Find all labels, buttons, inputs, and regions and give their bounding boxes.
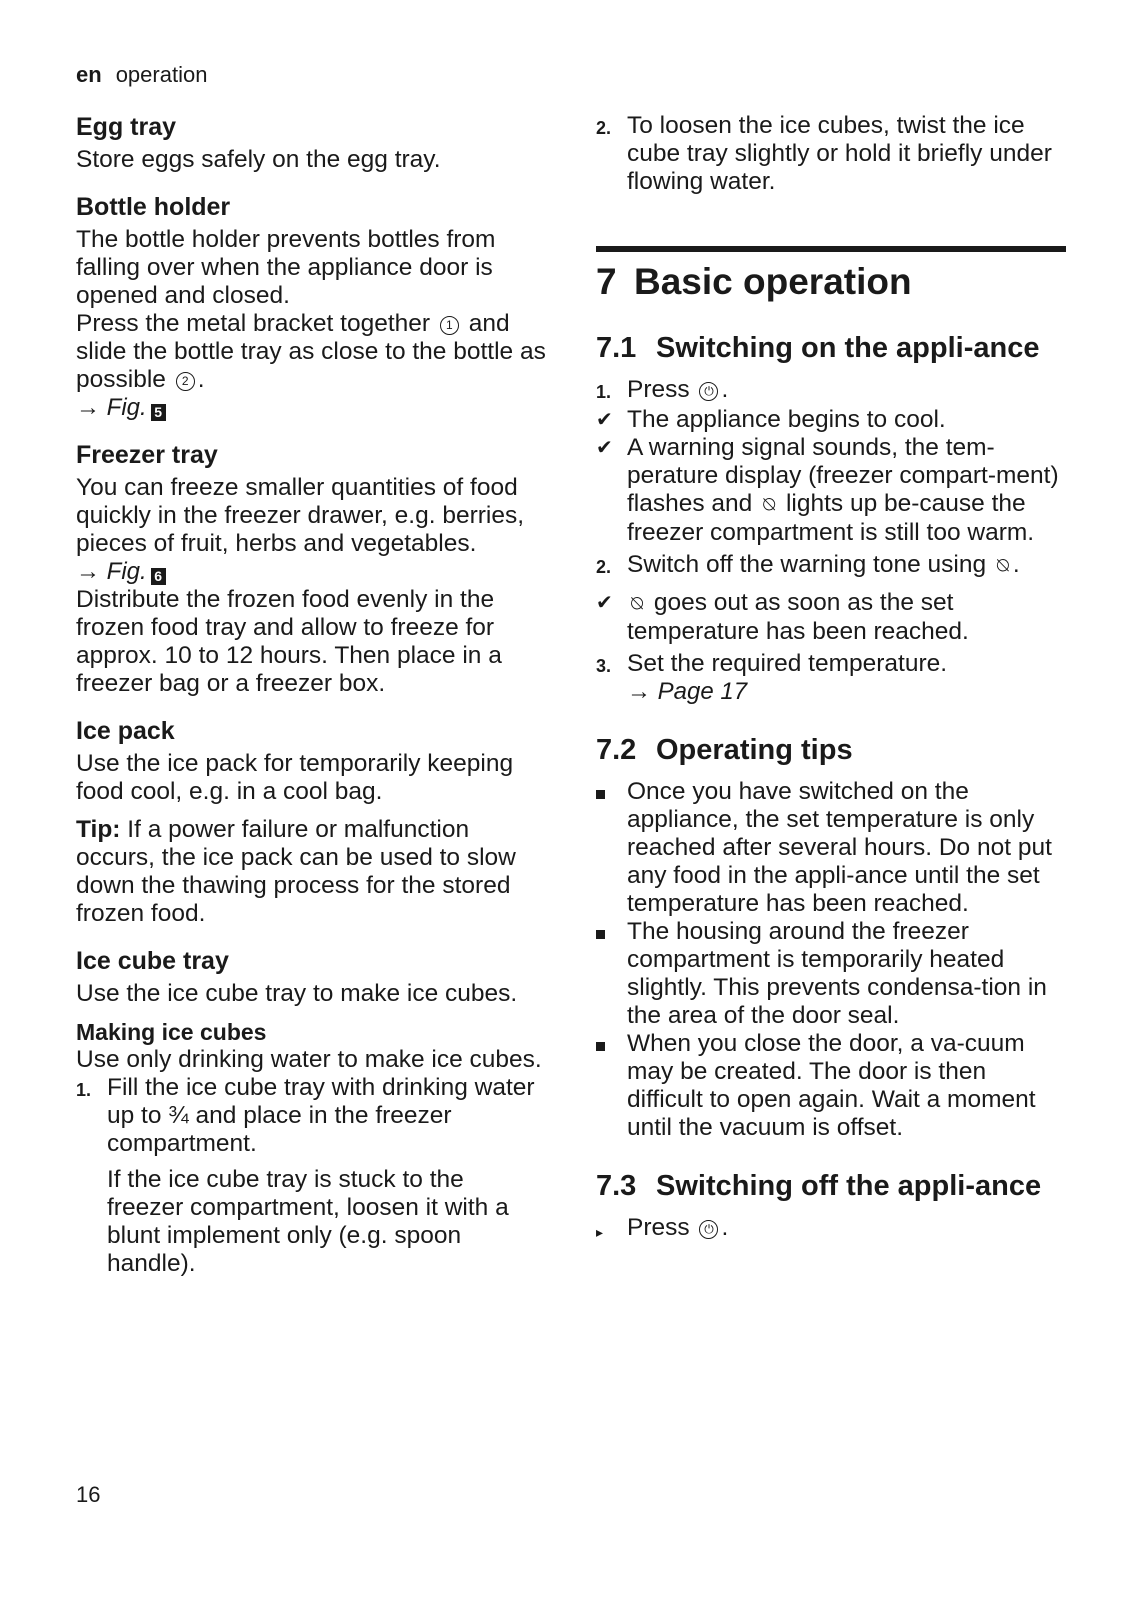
section-number: 7.3 bbox=[596, 1170, 637, 1202]
section-name: operation bbox=[115, 62, 208, 87]
tip-item bbox=[596, 1030, 1066, 1142]
result-text bbox=[627, 589, 1066, 646]
bottle-holder-text: The bottle holder prevents bottles from falling over when the appliance door is opened and closed. bbox=[76, 226, 496, 309]
step-number: 1. bbox=[596, 382, 612, 402]
bottle-holder-instructions bbox=[76, 310, 546, 394]
result-text: The appliance begins to cool. bbox=[627, 406, 946, 433]
figure-number-6: 6 bbox=[151, 568, 166, 585]
step-text: Fill the ice cube tray with drinking water up to ¾ and place in the freezer compartment. bbox=[107, 1074, 535, 1157]
freezer-tray-heading: Freezer tray bbox=[76, 441, 218, 469]
result-text-part: goes out as soon as the set temperature has been reached. bbox=[627, 589, 969, 645]
section-title: Switching off the appli-ance bbox=[656, 1170, 1042, 1202]
tip-paragraph bbox=[76, 816, 546, 928]
step-text-end: . bbox=[1012, 551, 1020, 578]
fig-label: Fig. bbox=[106, 394, 147, 421]
result-text-part: A warning signal sounds, the tem-perature display (freezer compart-ment) flashes and bbox=[627, 434, 1059, 517]
ice-cube-tray-text: Use the ice cube tray to make ice cubes. bbox=[76, 980, 518, 1007]
step-text bbox=[627, 650, 1066, 706]
section-number: 7.1 bbox=[596, 332, 637, 364]
arrow-icon: → bbox=[76, 558, 100, 585]
figure-number-5: 5 bbox=[151, 404, 166, 421]
egg-tray-heading: Egg tray bbox=[76, 113, 177, 141]
ice-cube-tray-heading: Ice cube tray bbox=[76, 947, 229, 975]
switch-on-step-1 bbox=[596, 376, 1066, 406]
freezer-tray-text-2: Distribute the frozen food evenly in the frozen food tray and allow to freeze for approx. 10 to 12 hours. Then place in a freezer bag or a freezer box. bbox=[76, 586, 502, 697]
chapter-title: Basic operation bbox=[634, 261, 912, 302]
step-text bbox=[627, 551, 1066, 581]
step-number: 1. bbox=[76, 1080, 92, 1100]
page-ref[interactable] bbox=[627, 678, 747, 705]
right-column bbox=[596, 112, 1066, 1246]
tip-item-text: The housing around the freezer compartment is temporarily heated slightly. This prevents condensa-tion in the area of the door seal. bbox=[627, 918, 1047, 1029]
section-number: 7.2 bbox=[596, 734, 637, 766]
result-2 bbox=[596, 434, 1066, 547]
tip-text: If a power failure or malfunction occurs, the ice pack can be used to slow down the thawing process for the stored frozen food. bbox=[76, 816, 516, 927]
tip-label: Tip: bbox=[76, 816, 121, 843]
result-text bbox=[627, 434, 1066, 547]
section-7-3-heading bbox=[596, 1168, 1066, 1204]
bullet-icon bbox=[596, 1030, 627, 1142]
fig-label: Fig. bbox=[106, 558, 147, 585]
marker-1: 1 bbox=[440, 316, 459, 335]
check-icon: ✔ bbox=[596, 437, 613, 459]
step-text: To loosen the ice cubes, twist the ice cube tray slightly or hold it briefly under flowing water. bbox=[627, 112, 1052, 195]
ice-pack-heading: Ice pack bbox=[76, 717, 175, 745]
freezer-figure-ref[interactable] bbox=[76, 558, 546, 586]
bullet-icon bbox=[596, 778, 627, 918]
alarm-off-icon: ⍉ bbox=[631, 593, 643, 615]
switch-off-instruction bbox=[596, 1214, 1066, 1246]
section-title: Switching on the appli-ance bbox=[656, 332, 1040, 364]
left-column bbox=[76, 112, 546, 1278]
tip-item-text: When you close the door, a va-cuum may be created. The door is then difficult to open again. Wait a moment until the vacuum is offset. bbox=[627, 1030, 1036, 1141]
check-icon: ✔ bbox=[596, 409, 613, 431]
bottle-instr-end: . bbox=[197, 366, 205, 393]
arrow-icon: → bbox=[76, 394, 100, 421]
chapter-number: 7 bbox=[596, 261, 617, 302]
arrow-icon: → bbox=[627, 678, 651, 705]
step-text bbox=[627, 376, 1066, 406]
bottle-figure-ref[interactable] bbox=[76, 394, 546, 422]
ice-pack-text: Use the ice pack for temporarily keeping food cool, e.g. in a cool bag. bbox=[76, 750, 514, 805]
result-1 bbox=[596, 406, 1066, 434]
step-number: 2. bbox=[596, 557, 612, 577]
ice-step-1-note: If the ice cube tray is stuck to the freezer compartment, loosen it with a blunt implement only (e.g. spoon handle). bbox=[107, 1166, 509, 1277]
running-header bbox=[76, 62, 207, 88]
ice-step-1 bbox=[76, 1074, 546, 1158]
step-text-part: Press bbox=[627, 1214, 690, 1241]
step-number: 2. bbox=[596, 118, 612, 138]
step-text-end: . bbox=[721, 1214, 729, 1241]
step-text-part: Press bbox=[627, 376, 690, 403]
arrow-bullet-icon: ▸ bbox=[596, 1224, 604, 1240]
making-ice-cubes-heading: Making ice cubes bbox=[76, 1019, 267, 1045]
section-7-1-heading bbox=[596, 330, 1066, 366]
ice-step-2 bbox=[596, 112, 1066, 196]
section-title: Operating tips bbox=[656, 734, 853, 766]
freezer-tray-text: You can freeze smaller quantities of food quickly in the freezer drawer, e.g. berries, pieces of fruit, herbs and vegetables. bbox=[76, 474, 525, 557]
switch-on-step-2 bbox=[596, 551, 1066, 581]
step-number: 3. bbox=[596, 656, 612, 676]
bottle-instr-part1: Press the metal bracket together bbox=[76, 310, 431, 337]
marker-2: 2 bbox=[176, 372, 195, 391]
alarm-off-icon: ⍉ bbox=[763, 494, 776, 516]
result-text-part: lights up be-cause the freezer compartment is still too warm. bbox=[627, 490, 1035, 546]
step-text-part: Switch off the warning tone using bbox=[627, 551, 987, 578]
language-code: en bbox=[76, 62, 102, 87]
power-icon: ⏻ bbox=[699, 1220, 718, 1239]
page-ref-label: Page 17 bbox=[657, 678, 748, 705]
making-ice-cubes-text: Use only drinking water to make ice cubes. bbox=[76, 1046, 542, 1073]
alarm-off-icon: ⍉ bbox=[996, 555, 1009, 577]
bottle-instr-part2: and slide the bottle tray as close to the bottle as possible bbox=[76, 310, 546, 393]
switch-on-step-3 bbox=[596, 650, 1066, 706]
bottle-holder-heading: Bottle holder bbox=[76, 193, 231, 221]
chapter-heading bbox=[596, 260, 1066, 304]
step-text bbox=[627, 1214, 1066, 1246]
tip-item bbox=[596, 778, 1066, 918]
bullet-icon bbox=[596, 918, 627, 1030]
step-text-part: Set the required temperature. bbox=[627, 650, 948, 677]
check-icon: ✔ bbox=[596, 592, 613, 614]
chapter-rule bbox=[596, 246, 1066, 252]
power-icon: ⏻ bbox=[699, 382, 718, 401]
egg-tray-text: Store eggs safely on the egg tray. bbox=[76, 146, 441, 173]
section-7-2-heading bbox=[596, 732, 1066, 768]
tip-item bbox=[596, 918, 1066, 1030]
result-3 bbox=[596, 589, 1066, 646]
step-text-end: . bbox=[721, 376, 729, 403]
page-number: 16 bbox=[76, 1482, 101, 1507]
tip-item-text: Once you have switched on the appliance, the set temperature is only reached after several hours. Do not put any food in the appli-ance until the set temperature has been reached. bbox=[627, 778, 1052, 917]
